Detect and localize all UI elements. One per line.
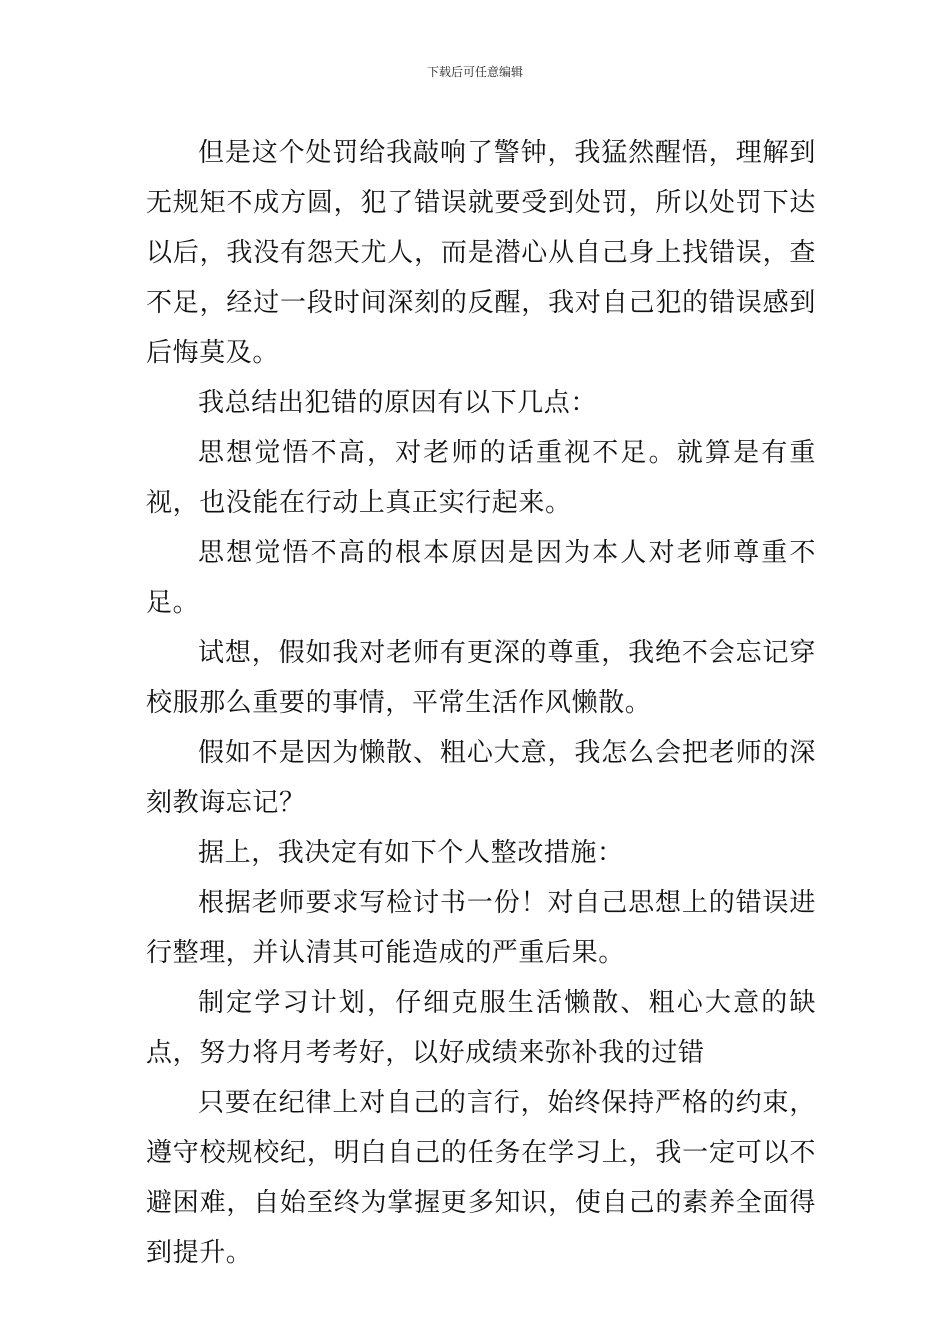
paragraph-6: 假如不是因为懒散、粗心大意，我怎么会把老师的深刻教诲忘记？	[146, 738, 816, 818]
document-body	[146, 128, 816, 1278]
paragraph-9: 制定学习计划，仔细克服生活懒散、粗心大意的缺点，努力将月考考好，以好成绩来弥补我的过错	[146, 988, 816, 1068]
paragraph-5: 试想，假如我对老师有更深的尊重，我绝不会忘记穿校服那么重要的事情，平常生活作风懒散。	[146, 638, 816, 718]
paragraph-4: 思想觉悟不高的根本原因是因为本人对老师尊重不足。	[146, 538, 816, 618]
paragraph-10: 只要在纪律上对自己的言行，始终保持严格的约束，遵守校规校纪，明白自己的任务在学习上，我一定可以不避困难，自始至终为掌握更多知识，使自己的素养全面得到提升。	[146, 1088, 816, 1268]
paragraph-8: 根据老师要求写检讨书一份！对自己思想上的错误进行整理，并认清其可能造成的严重后果。	[146, 888, 816, 968]
paragraph-1: 但是这个处罚给我敲响了警钟，我猛然醒悟，理解到无规矩不成方圆，犯了错误就要受到处罚，所以处罚下达以后，我没有怨天尤人，而是潜心从自己身上找错误，查不足，经过一段时间深刻的反醒，我对自己犯的错误感到后悔莫及。	[146, 138, 816, 368]
page-header-note: 下载后可任意编辑	[426, 65, 523, 79]
paragraph-3: 思想觉悟不高，对老师的话重视不足。就算是有重视，也没能在行动上真正实行起来。	[146, 438, 816, 518]
paragraph-2: 我总结出犯错的原因有以下几点：	[198, 388, 598, 418]
paragraph-7: 据上，我决定有如下个人整改措施：	[198, 838, 624, 868]
